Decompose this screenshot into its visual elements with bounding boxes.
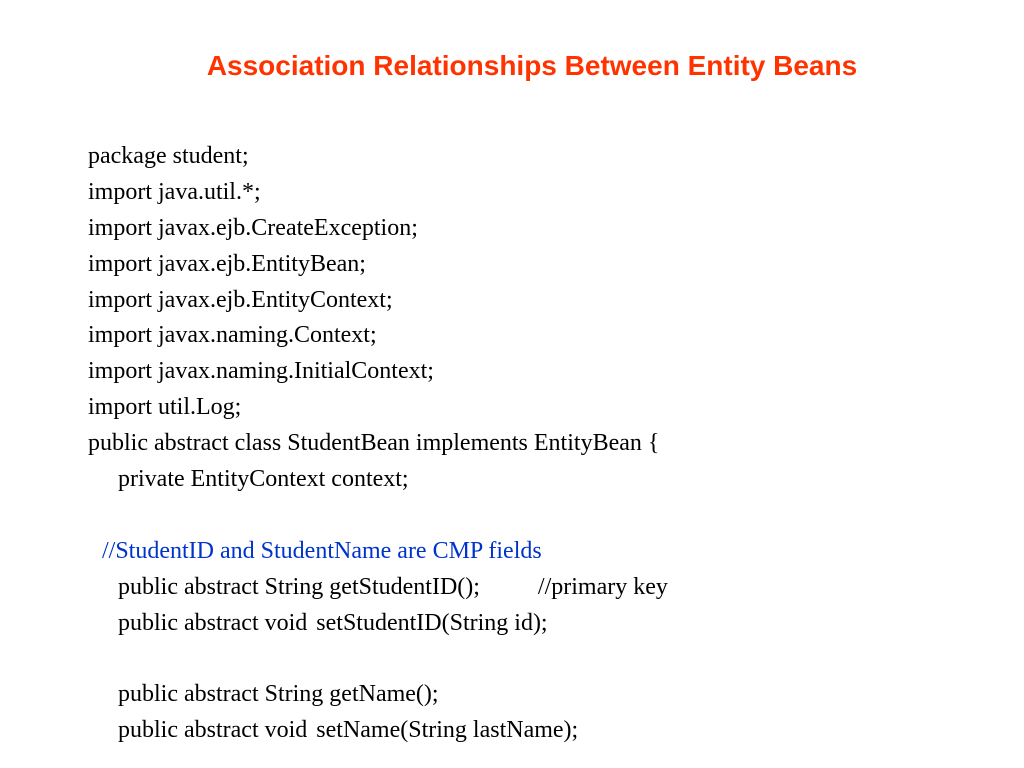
code-line: import javax.ejb.CreateException; [88, 214, 418, 241]
code-line [88, 570, 668, 606]
code-line: import javax.naming.InitialContext; [88, 358, 434, 385]
inline-comment: //primary key [537, 573, 668, 600]
code-comment: //StudentID and StudentName are CMP fields [102, 537, 542, 564]
code-listing [88, 139, 668, 749]
code-line: private EntityContext context; [118, 466, 409, 493]
code-statement: public abstract void [118, 609, 308, 636]
blank-line [88, 641, 668, 677]
code-line: package student; [88, 143, 249, 169]
code-line: public abstract String getName(); [118, 681, 439, 708]
blank-line [88, 498, 668, 534]
code-statement: public abstract void [118, 717, 308, 744]
code-line: import javax.ejb.EntityContext; [88, 286, 393, 313]
code-line: import javax.ejb.EntityBean; [88, 250, 366, 277]
code-statement: setName(String lastName); [316, 717, 579, 744]
code-line: import util.Log; [88, 394, 242, 421]
code-statement: public abstract String getStudentID(); [118, 573, 480, 600]
code-statement: setStudentID(String id); [316, 609, 548, 636]
slide-title: Association Relationships Between Entity Beans [206, 50, 858, 81]
code-line: import javax.naming.Context; [88, 322, 377, 349]
code-line: public abstract class StudentBean implements EntityBean { [88, 430, 660, 457]
code-line: import java.util.*; [88, 178, 261, 205]
code-line [88, 713, 668, 749]
code-line [88, 606, 668, 642]
